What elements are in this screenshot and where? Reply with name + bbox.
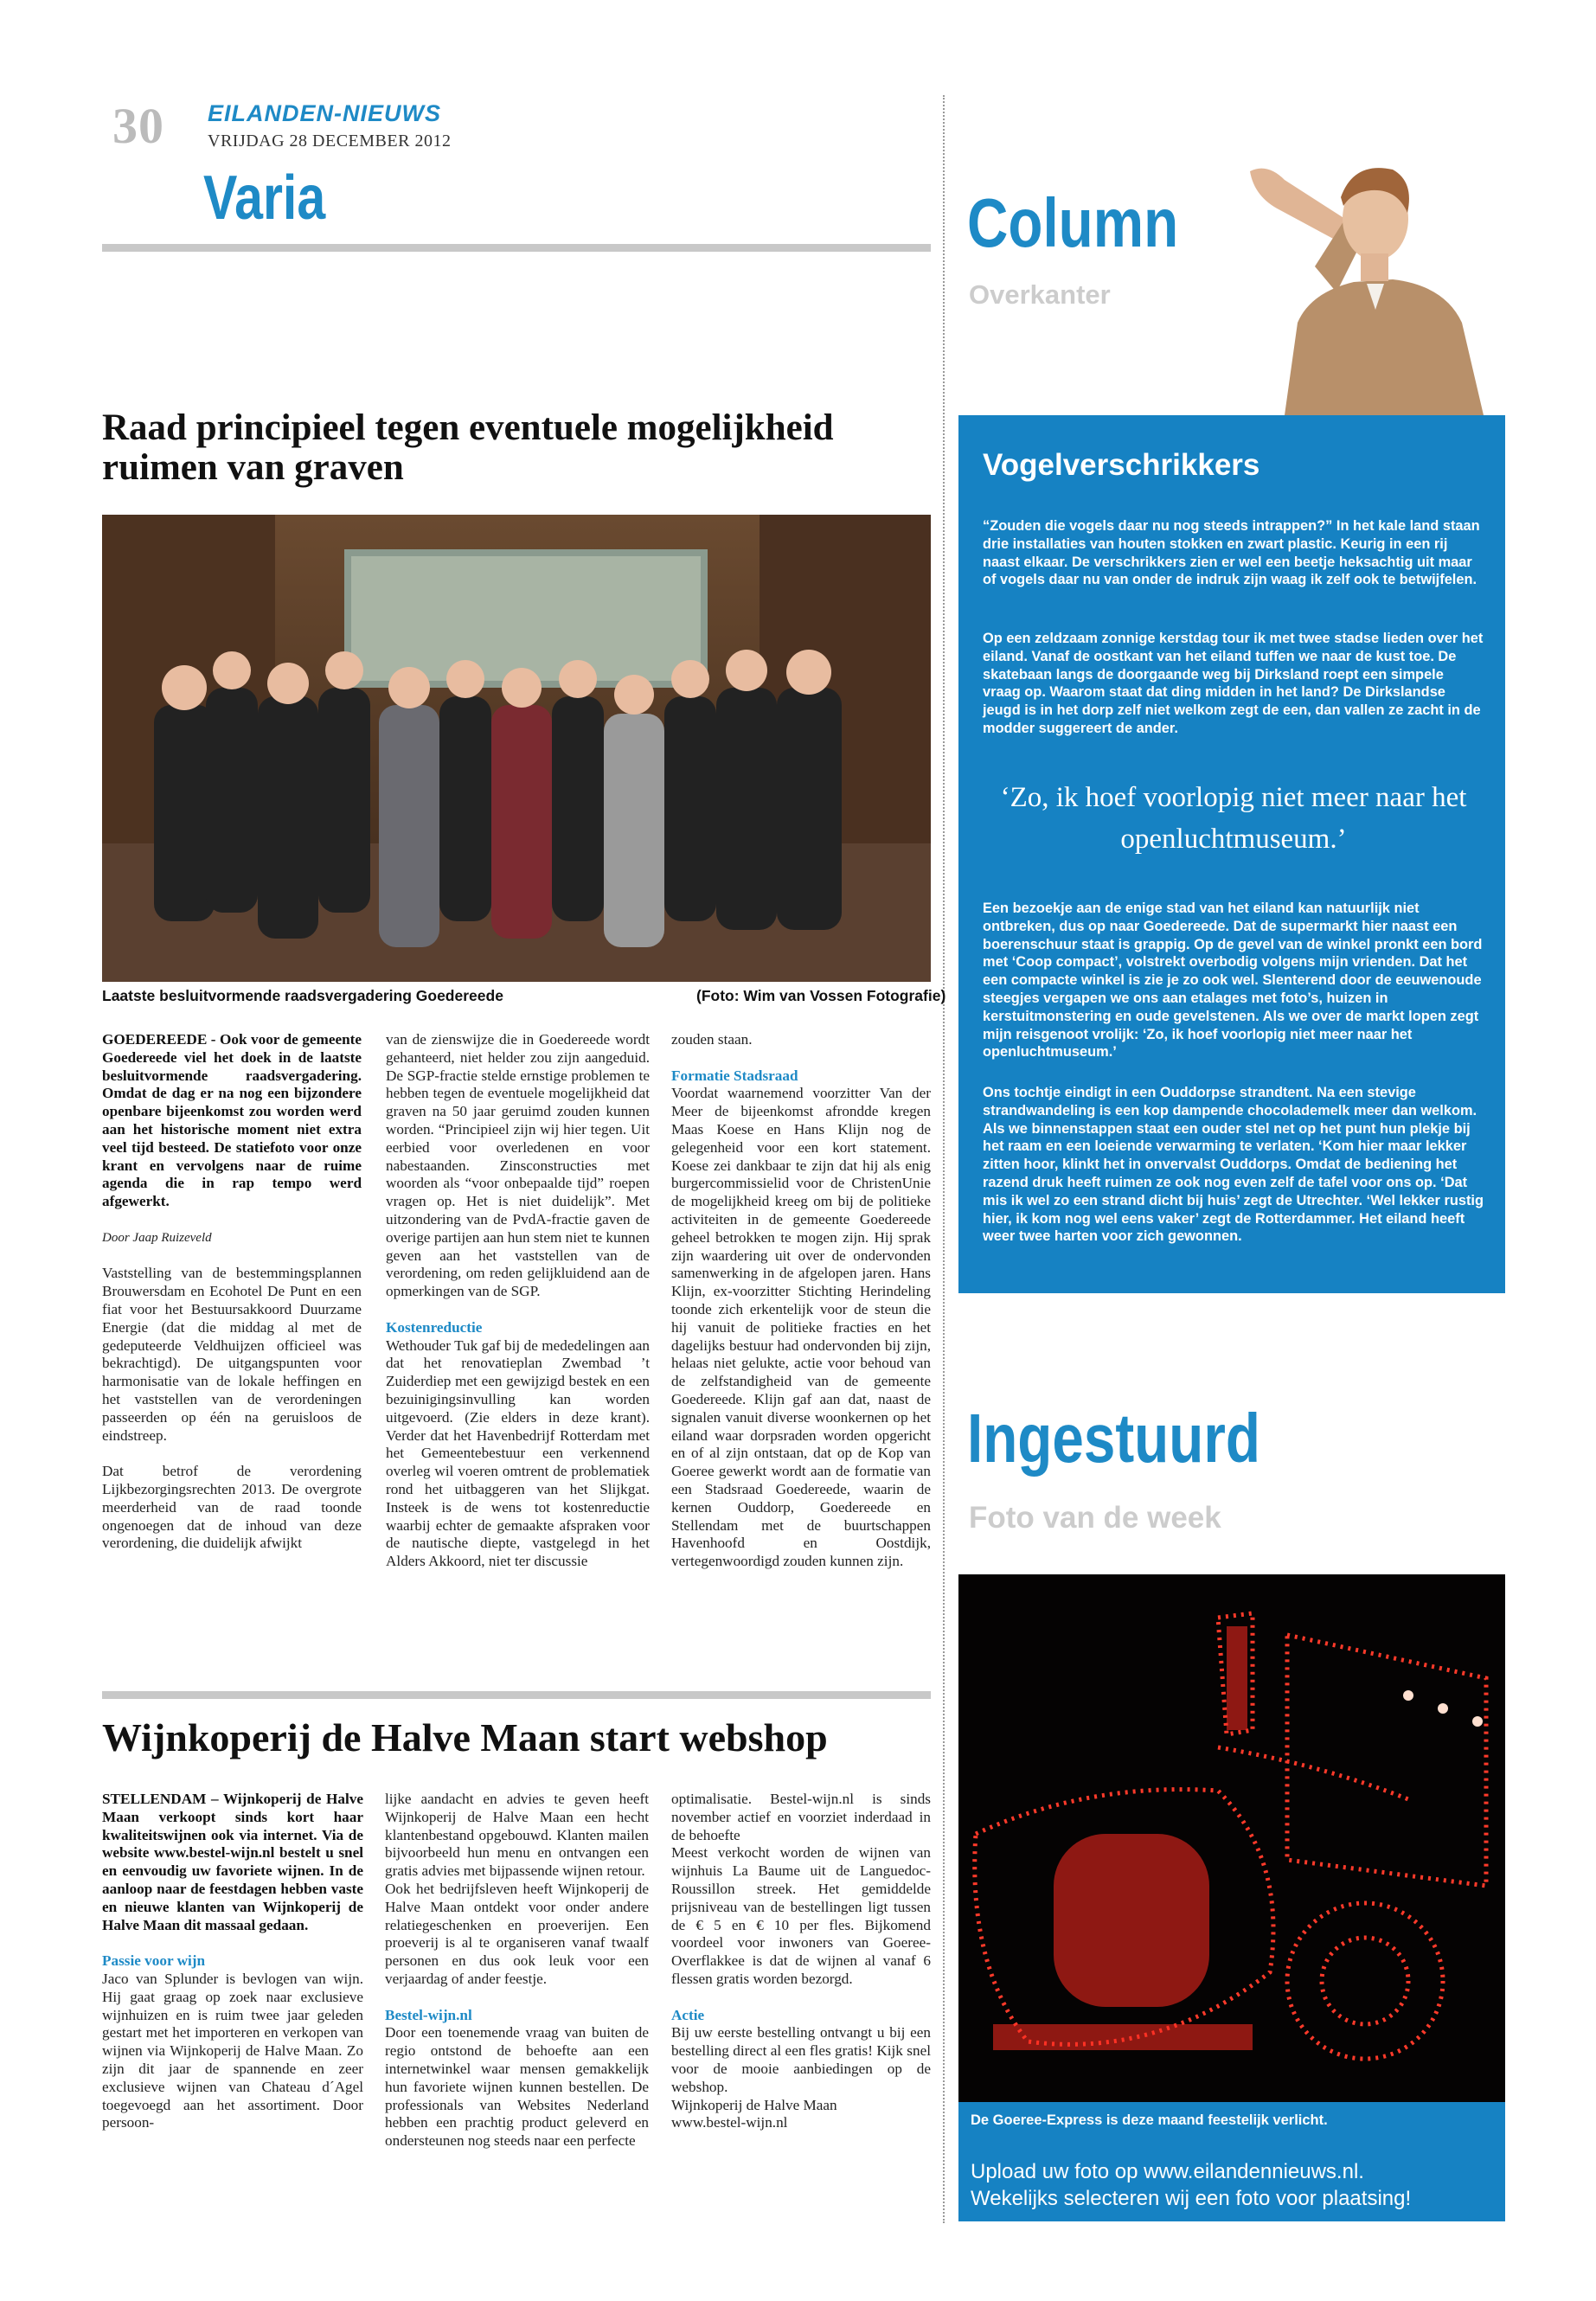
article2-headline: Wijnkoperij de Halve Maan start webshop bbox=[102, 1715, 828, 1759]
goeree-express-photo bbox=[958, 1574, 1505, 2102]
article1-column-1 bbox=[102, 1031, 362, 1571]
article2-paragraph: lijke aandacht en advies te geven heeft Wijnkoperij de Halve Maan een hecht klantenbestand opgebouwd. Klanten mailen bijvoorbeeld hun menu en ontvangen een gratis advies met bijpassende wijnen retour. bbox=[385, 1791, 649, 1880]
upload-line-1[interactable]: Upload uw foto op www.eilandennieuws.nl. bbox=[971, 2160, 1364, 2183]
column-title: Column bbox=[967, 184, 1179, 261]
photo1-caption: Laatste besluitvormende raadsvergadering Goedereede bbox=[102, 987, 503, 1004]
article2-signature-name: Wijnkoperij de Halve Maan bbox=[671, 2096, 837, 2113]
article1-subheading-formatie: Formatie Stadsraad bbox=[671, 1067, 798, 1084]
article1-paragraph: van de zienswijze die in Goedereede wordt gehanteerd, niet helder zou zijn aangeduid. De SGP-fractie stelde ernstige problemen te hebben tegen de eventuele mogelijkheid dat graven na 50 jaar geruimd zouden kunnen worden. “Principieel zijn wij hier tegen. Uit eerbied voor overledenen en voor nabestaanden. Zinsconstructies met woorden als “voor onbepaalde tijd” roepen vragen op. Het is niet duidelijk”. Met uitzondering van de PvdA-fractie gaven de overige partijen aan hun stem niet te kunnen geven aan het vaststellen van de verordening, om reden gelijkluidend aan de opmerkingen van de SGP. bbox=[386, 1031, 650, 1300]
column-paragraph-2: Op een zeldzaam zonnige kerstdag tour ik met twee stadse lieden over het eiland. Vanaf de oostkant van het eiland tuffen we naar de kust toe. De skatebaan langs de doorgaande weg bij Dirksland roept een simpele vraag op. Waarom staat dat ding midden in het land? De Dirkslandse jeugd is in het dorp zelf niet welkom zegt de een, dan vallen ze zacht in de modder suggereert de ander. bbox=[983, 631, 1484, 736]
columnist-photo bbox=[1233, 137, 1505, 415]
page-number: 30 bbox=[112, 98, 164, 154]
upload-call-to-action bbox=[971, 2158, 1411, 2212]
ingestuurd-caption-box bbox=[958, 2102, 1505, 2221]
photo2-caption: De Goeree-Express is deze maand feestelijk verlicht. bbox=[971, 2112, 1328, 2128]
dateline: VRIJDAG 28 DECEMBER 2012 bbox=[208, 131, 452, 151]
article1-headline bbox=[102, 408, 933, 488]
column-subtitle: Overkanter bbox=[969, 279, 1111, 310]
article2-subheading-passie: Passie voor wijn bbox=[102, 1952, 206, 1970]
column-paragraph-4: Ons tochtje eindigt in een Ouddorpse strandtent. Na een stevige strandwandeling is een kop dampende chocolademelk meer dan welkom. Als we binnenstappen staat een ouder stel net op het punt hun plekje bij het raam en een loeiende verwarming te verlaten. ‘Kom hier maar lekker zitten hoor, klinkt het in onvervalst Ouddorps. Omdat de bediening het razend druk heeft ruimen ze ook nog even zelf de tafel voor ons op. ‘Dat mis ik wel zo een strand dicht bij huis’ zegt de Utrechter. ‘Wel lekker rustig hier, ik kom nog wel eens vaker’ zegt de Rotterdammer. Het eiland heeft weer twee harten voor zich gewonnen. bbox=[983, 1085, 1484, 1245]
article1-column-2 bbox=[386, 1031, 650, 1589]
article1-column-3 bbox=[671, 1031, 931, 1589]
article1-lead: GOEDEREEDE - Ook voor de gemeente Goedereede viel het doek in de laatste besluitvormende raadsvergadering. Omdat de dag er na nog een bijzondere openbare bijeenkomst zou worden werd aan het historische moment niet extra veel tijd besteed. De statiefoto voor onze krant en vervolgens naar de ruime agenda die in rap tempo werd afgewerkt. bbox=[102, 1031, 362, 1210]
article1-paragraph: Dat betrof de verordening Lijkbezorgingsrechten 2013. De overgrote meerderheid van de raad toonde ongenoegen dat de inhoud van deze verordening, die duidelijk afwijkt bbox=[102, 1463, 362, 1552]
article2-paragraph: Door een toenemende vraag van buiten de regio ontstond de behoefte aan een internetwinkel waar mensen gemakkelijk hun favoriete wijnen kunnen bestellen. De professionals van Websites Nederland hebben een prachtig product geleverd en ondersteunen nog steeds naar een perfecte bbox=[385, 2024, 649, 2150]
article2-paragraph: Ook het bedrijfsleven heeft Wijnkoperij de Halve Maan ontdekt voor onder andere relatiegeschenken en proeverijen. Een proeverij is al te organiseren vanaf twaalf personen en dus ook leuk voor een verjaardag of ander feestje. bbox=[385, 1880, 649, 1987]
article2-subheading-actie: Actie bbox=[671, 2006, 705, 2023]
article1-byline: Door Jaap Ruizeveld bbox=[102, 1230, 212, 1245]
article1-paragraph: Wethouder Tuk gaf bij de mededelingen aan dat het renovatieplan Zwembad ’t Zuiderdiep met een gewijzigd bestek en een bezuinigingsinvulling kan worden uitgevoerd. (Zie elders in deze krant). Verder dat het Havenbedrijf Rotterdam met het Gemeentebestuur een verkennend overleg wil voeren omtrent de problematiek rond het uitbaggeren van het Slijkgat. Insteek is de wens tot kostenreductie waarbij echter de gemaakte afspraken voor de nautische diepte, vastgelegd in het Alders Akkoord, niet ter discussie bbox=[386, 1336, 650, 1570]
article2-signature-url: www.bestel-wijn.nl bbox=[671, 2114, 788, 2131]
section-rule-top bbox=[102, 244, 931, 252]
column-pullquote: ‘Zo, ik hoef voorlopig niet meer naar het openluchtmuseum.’ bbox=[1000, 782, 1467, 855]
column-paragraph-1: “Zouden die vogels daar nu nog steeds intrappen?” In het kale land staan drie installaties van houten stokken en zwart plastic. Keurig in een rij naast elkaar. De verschrikkers zien er wel een beetje heksachtig uit maar of vogels daar nu van onder de indruk zijn waag ik zelf ook te betwijfelen. bbox=[983, 518, 1480, 588]
section-rule-mid bbox=[102, 1691, 931, 1699]
article2-paragraph: optimalisatie. Bestel-wijn.nl is sinds november actief en voorziet inderdaad in de behoefte bbox=[671, 1791, 931, 1843]
section-title: Varia bbox=[203, 163, 326, 233]
article1-paragraph: Vaststelling van de bestemmingsplannen Brouwersdam en Ecohotel De Punt en een fiat voor het Bestuursakkoord Duurzame Energie (dat die middag al met de gedeputeerde Veldhuijzen officieel was bekrachtigd). De uitgangspunten voor harmonisatie van de lokale heffingen en het vaststellen van de verordeningen passeerden op één na geruisloos de eindstreep. bbox=[102, 1265, 362, 1444]
ingestuurd-title: Ingestuurd bbox=[967, 1400, 1260, 1477]
photo1-credit: (Foto: Wim van Vossen Fotografie) bbox=[696, 987, 946, 1004]
article2-paragraph: Bij uw eerste bestelling ontvangt u bij een bestelling direct al een fles gratis! Kijk snel voor de mooie aanbiedingen op de webshop. bbox=[671, 2024, 931, 2095]
newspaper-logo: EILANDEN-NIEUWS bbox=[208, 100, 441, 126]
article2-column-2 bbox=[385, 1791, 649, 2169]
column-heading: Vogelverschrikkers bbox=[983, 448, 1260, 482]
article1-paragraph: Voordat waarnemend voorzitter Van der Meer de bijeenkomst afrondde kregen Maas Koese en Hans Klijn nog de gelegenheid voor een kort statement. Koese zei dankbaar te zijn dat hij als enig burgercommissielid voor de ChristenUnie de mogelijkheid kreeg om bij de politieke activiteiten in de gemeente Goedereede geheel betrokken te mogen zijn. Hij sprak zijn waardering uit over de ondervonden samenwerking in de afgelopen jaren. Hans Klijn, ex-voorzitter Stichting Herindeling toonde zich erkentelijk voor de steun die hij vanuit de politieke fracties en het dagelijks bestuur had ondervonden bij zijn, helaas niet gelukte, actie voor behoud van de zelfstandigheid van de gemeente Goedereede. Klijn gaf aan dat, naast de signalen vanuit diverse woonkernen op het eiland waar dorpsraden worden opgericht en of al zijn ontstaan, dat op de Kop van Goeree gewerkt wordt aan de formatie van een Stadsraad Goedereede, waarin de kernen Ouddorp, Goedereede en Stellendam met de buurtschappen Havenhoofd en Oostdijk, vertegenwoordigd zouden kunnen zijn. bbox=[671, 1085, 931, 1570]
article2-column-3 bbox=[671, 1791, 931, 2132]
article1-paragraph: zouden staan. bbox=[671, 1031, 753, 1048]
article1-subheading-kostenreductie: Kostenreductie bbox=[386, 1318, 483, 1336]
column-paragraph-3: Een bezoekje aan de enige stad van het eiland kan natuurlijk niet ontbreken, dus op naar Goedereede. Dat de supermarkt hier naast een boerenschuur staat is grappig. Op de gevel van de winkel pronkt een bord met ‘Coop compact’, volstrekt overbodig volgens mijn vrienden. Dat het een compacte winkel is zie je zo ook wel. Slenterend door de eeuwenoude steegjes vergapen we ons aan etalages met foto’s, huizen in kerstuitmonstering en oude gevelstenen. Als we over de markt lopen zegt mijn reisgenoot vrolijk: ‘Zo, ik hoef voorlopig niet meer naar het openluchtmuseum.’ bbox=[983, 901, 1483, 1061]
ingestuurd-subtitle: Foto van de week bbox=[969, 1501, 1221, 1535]
article2-paragraph: Meest verkocht worden de wijnen van wijnhuis La Baume uit de Languedoc-Roussillon streek. Het gemiddelde prijsniveau van de bestellingen ligt tussen de € 5 en € 10 per fles. Bijkomend voordeel voor inwoners van Goeree-Overflakkee is dat de wijnen al vanaf 6 flessen gratis worden bezorgd. bbox=[671, 1844, 931, 1987]
column-divider bbox=[943, 95, 945, 2223]
upload-line-2: Wekelijks selecteren wij een foto voor plaatsing! bbox=[971, 2187, 1412, 2210]
article2-lead: STELLENDAM – Wijnkoperij de Halve Maan verkoopt sinds kort haar kwaliteitswijnen ook via internet. Via de website www.bestel-wijn.nl bestelt u snel en eenvoudig uw favoriete wijnen. In de aanloop naar de feestdagen hebben vaste en nieuwe klanten van Wijnkoperij de Halve Maan dit massaal gedaan. bbox=[102, 1791, 363, 1933]
article2-column-1 bbox=[102, 1791, 363, 2150]
council-group-photo bbox=[102, 515, 931, 982]
article1-headline-line2: ruimen van graven bbox=[102, 447, 404, 488]
article1-headline-line1: Raad principieel tegen eventuele mogelijkheid bbox=[102, 407, 834, 448]
column-box bbox=[958, 415, 1505, 1293]
article2-subheading-bestelwijn: Bestel-wijn.nl bbox=[385, 2006, 472, 2023]
article2-paragraph: Jaco van Splunder is bevlogen van wijn. Hij gaat graag op zoek naar exclusieve wijnhuizen en is ruim twee jaar geleden gestart met het importeren en verkopen van wijnen via Wijnkoperij de Halve Maan. Zo zijn dit jaar de spannende en zeer exclusieve wijnen van Chateau d´Agel toegevoegd aan het assortiment. Door persoon- bbox=[102, 1970, 363, 2131]
